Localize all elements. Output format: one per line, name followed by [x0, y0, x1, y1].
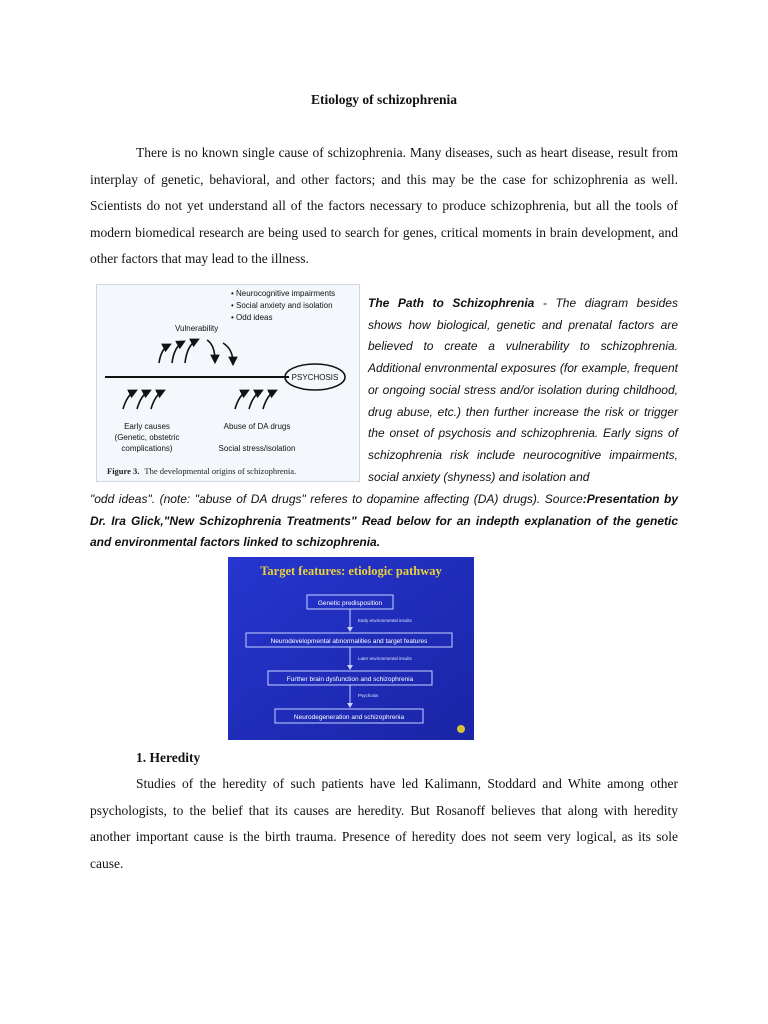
pathway-box-label: Further brain dysfunction and schizophrenia	[286, 676, 414, 683]
section-heading-heredity: 1. Heredity	[136, 750, 201, 765]
heredity-paragraph: Studies of the heredity of such patients have led Kalimann, Stoddard and White among other psychologists, to the belief that its causes are heredity. But Rosanoff believes that along with heredity another important cause is the birth trauma. Presence of heredity does not seem very logical, as its sole cause.	[90, 776, 678, 871]
figure-bullet: • Neurocognitive impairments	[231, 289, 336, 298]
early-causes-label: (Genetic, obstetric	[114, 433, 180, 442]
figure-developmental-origins	[96, 284, 360, 482]
pathway-box-label: Neurodegeneration and schizophrenia	[293, 714, 405, 721]
figure-description	[368, 293, 678, 488]
vulnerability-arrows	[159, 340, 233, 363]
figure-caption-label: Figure 3.	[107, 466, 140, 476]
abuse-label: Abuse of DA drugs	[223, 422, 291, 431]
figure-description-body-2: "odd ideas". (note: "abuse of DA drugs" referes to dopamine affecting (DA) drugs). Source	[90, 492, 583, 506]
pathway-arrow-label: Early environmental insults	[358, 618, 412, 623]
cause-arrows	[123, 391, 275, 409]
figure-description-body: - The diagram besides shows how biological, genetic and prenatal factors are believed to create a vulnerability to schizophrenia. Additional envronmental exposures (for example, frequent or ongoing social stress and/or isolation during childhood, drug abuse, etc.) then further increase the risk or trigger the onset of psychosis and schizophrenia. Early signs of schizophrenia risk include neurocognitive impairments, social anxiety (shyness) and isolation and	[368, 296, 678, 484]
figure-etiologic-pathway	[228, 557, 474, 740]
intro-paragraph: There is no known single cause of schizophrenia. Many diseases, such as heart disease, result from interplay of genetic, behavioral, and other factors; and this may be the case for schizophrenia as well. Scientists do not yet understand all of the factors necessary to produce schizophrenia, but all the tools of modern biomedical research are being used to search for genes, critical moments in brain development, and other factors that may lead to the illness.	[90, 145, 678, 266]
slide-background	[228, 557, 474, 740]
svg-text:Figure 3. The developmen	[107, 466, 296, 476]
vulnerability-label: Vulnerability	[175, 324, 219, 333]
pathway-box-label: Neurodevelopmental abnormalities and target features	[270, 638, 428, 645]
figure-bullet: • Social anxiety and isolation	[231, 301, 333, 310]
pathway-arrow-label: Later environmental insults	[358, 656, 412, 661]
early-causes-label: Early causes	[124, 422, 170, 431]
slide-title: Target features: etiologic pathway	[260, 564, 442, 578]
figure-description-lead: The Path to Schizophrenia	[368, 296, 535, 310]
figure-description-continued	[90, 489, 678, 554]
figure-description-source: :Presentation by Dr. Ira Glick,"New Schizophrenia Treatments" Read below for an indepth explanation of the genetic and environmental factors linked to schizophrenia.	[90, 492, 678, 550]
logo-icon	[457, 725, 465, 733]
pathway-arrow-label: Psychosis	[358, 693, 379, 698]
stress-label: Social stress/isolation	[218, 444, 296, 453]
psychosis-label: PSYCHOSIS	[291, 373, 339, 382]
figure-bullet: • Odd ideas	[231, 313, 273, 322]
pathway-box-label: Genetic predisposition	[317, 600, 383, 607]
figure-caption-text: The developmental origins of schizophrenia.	[144, 466, 297, 476]
early-causes-label: complications)	[121, 444, 173, 453]
page-title: Etiology of schizophrenia	[310, 92, 457, 107]
